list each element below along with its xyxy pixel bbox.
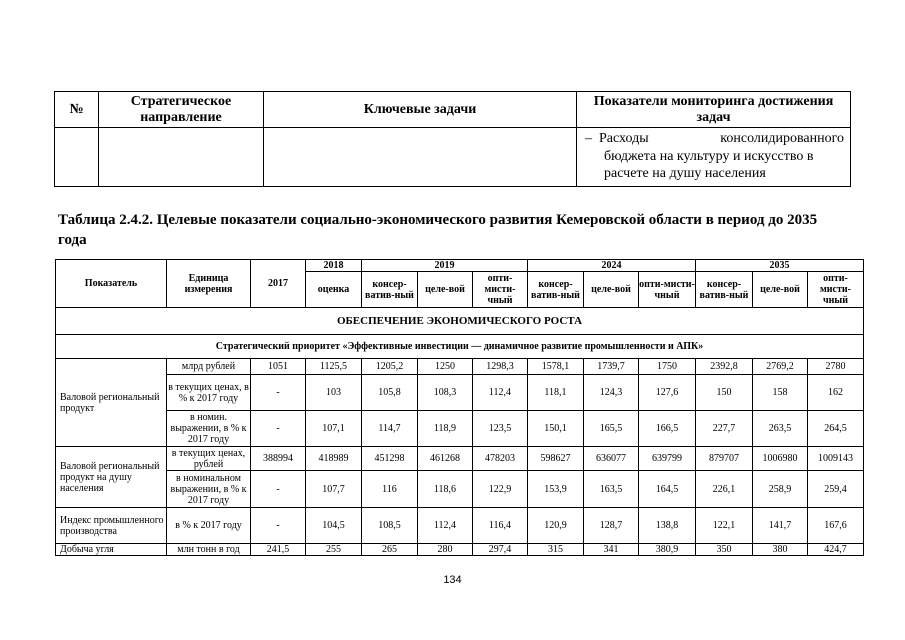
unit-cell: в текущих ценах, в % к 2017 году (167, 375, 251, 411)
section-title: ОБЕСПЕЧЕНИЕ ЭКОНОМИЧЕСКОГО РОСТА (56, 308, 864, 335)
value-cell: 315 (528, 544, 584, 556)
top-table-row (55, 128, 851, 187)
header-2019-target: целе-вой (418, 272, 473, 308)
value-cell: 1578,1 (528, 359, 584, 375)
value-cell: - (251, 375, 306, 411)
header-indicator: Показатель (56, 260, 167, 308)
unit-cell: в номинальном выражении, в % к 2017 году (167, 471, 251, 508)
unit-cell: в номин. выражении, в % к 2017 году (167, 411, 251, 447)
value-cell: 104,5 (306, 508, 362, 544)
value-cell: 158 (753, 375, 808, 411)
header-unit: Единица измерения (167, 260, 251, 308)
header-2035-conservative: консер-ватив-ный (696, 272, 753, 308)
value-cell: 264,5 (808, 411, 864, 447)
top-table-cell-tasks (264, 128, 577, 187)
bullet-line-3: расчете на душу населения (604, 166, 766, 181)
indicators-table (55, 259, 864, 556)
top-table-header-direction: Стратегическое направление (99, 92, 264, 128)
value-cell: 138,8 (639, 508, 696, 544)
value-cell: 118,1 (528, 375, 584, 411)
value-cell: 255 (306, 544, 362, 556)
value-cell: 150,1 (528, 411, 584, 447)
header-2017: 2017 (251, 260, 306, 308)
value-cell: 120,9 (528, 508, 584, 544)
value-cell: 241,5 (251, 544, 306, 556)
header-2024-conservative: консер-ватив-ный (528, 272, 584, 308)
value-cell: 108,5 (362, 508, 418, 544)
value-cell: 1250 (418, 359, 473, 375)
value-cell: 1051 (251, 359, 306, 375)
indicator-cell: Валовой региональный продукт (56, 359, 167, 447)
value-cell: 418989 (306, 447, 362, 471)
value-cell: 153,9 (528, 471, 584, 508)
value-cell: 118,9 (418, 411, 473, 447)
table-row (56, 471, 864, 508)
top-table-header-indicators: Показатели мониторинга достижения задач (577, 92, 851, 128)
value-cell: - (251, 471, 306, 508)
header-2035-optimistic: опти-мисти-чный (808, 272, 864, 308)
value-cell: 1205,2 (362, 359, 418, 375)
value-cell: 112,4 (418, 508, 473, 544)
value-cell: 226,1 (696, 471, 753, 508)
value-cell: 123,5 (473, 411, 528, 447)
value-cell: 258,9 (753, 471, 808, 508)
value-cell: 116,4 (473, 508, 528, 544)
value-cell: 2392,8 (696, 359, 753, 375)
top-table-header-tasks: Ключевые задачи (264, 92, 577, 128)
table-row (56, 359, 864, 375)
bullet-word-1: Расходы (599, 131, 649, 146)
subsection-title: Стратегический приоритет «Эффективные инвестиции — динамичное развитие промышленности и АПК» (56, 335, 864, 359)
value-cell: 150 (696, 375, 753, 411)
value-cell: 424,7 (808, 544, 864, 556)
value-cell: 127,6 (639, 375, 696, 411)
bullet-first-line (585, 130, 844, 148)
value-cell: 388994 (251, 447, 306, 471)
table-row (56, 375, 864, 411)
header-2019: 2019 (362, 260, 528, 272)
value-cell: 116 (362, 471, 418, 508)
value-cell: 1298,3 (473, 359, 528, 375)
unit-cell: млн тонн в год (167, 544, 251, 556)
header-2019-optimistic: опти-мисти-чный (473, 272, 528, 308)
page-number: 134 (443, 574, 462, 586)
value-cell: - (251, 508, 306, 544)
header-2018-estimate: оценка (306, 272, 362, 308)
value-cell: 107,1 (306, 411, 362, 447)
header-row-years (56, 260, 864, 272)
value-cell: 265 (362, 544, 418, 556)
subsection-row (56, 335, 864, 359)
table-row (56, 508, 864, 544)
value-cell: 227,7 (696, 411, 753, 447)
value-cell: 166,5 (639, 411, 696, 447)
value-cell: 2780 (808, 359, 864, 375)
value-cell: 380,9 (639, 544, 696, 556)
value-cell: 103 (306, 375, 362, 411)
indicator-cell: Добыча угля (56, 544, 167, 556)
value-cell: 263,5 (753, 411, 808, 447)
value-cell: 124,3 (584, 375, 639, 411)
bullet-line-2: бюджета на культуру и искусство в (604, 148, 814, 164)
value-cell: 280 (418, 544, 473, 556)
header-2018: 2018 (306, 260, 362, 272)
value-cell: 162 (808, 375, 864, 411)
value-cell: 451298 (362, 447, 418, 471)
table-row (56, 411, 864, 447)
value-cell: 879707 (696, 447, 753, 471)
value-cell: 639799 (639, 447, 696, 471)
value-cell: 341 (584, 544, 639, 556)
unit-cell: в % к 2017 году (167, 508, 251, 544)
value-cell: 128,7 (584, 508, 639, 544)
value-cell: 1009143 (808, 447, 864, 471)
value-cell: 461268 (418, 447, 473, 471)
value-cell: 380 (753, 544, 808, 556)
section-row (56, 308, 864, 335)
table-caption: Таблица 2.4.2. Целевые показатели социально-экономического развития Кемеровской области в период до 2035 года (58, 212, 818, 248)
value-cell: 1006980 (753, 447, 808, 471)
value-cell: 259,4 (808, 471, 864, 508)
value-cell: 1125,5 (306, 359, 362, 375)
value-cell: 636077 (584, 447, 639, 471)
value-cell: 350 (696, 544, 753, 556)
value-cell: 598627 (528, 447, 584, 471)
top-table-cell-direction (99, 128, 264, 187)
top-table (54, 91, 851, 187)
value-cell: 1739,7 (584, 359, 639, 375)
top-table-header-row (55, 92, 851, 128)
header-2024-target: целе-вой (584, 272, 639, 308)
header-2019-conservative: консер-ватив-ный (362, 272, 418, 308)
header-2035: 2035 (696, 260, 864, 272)
indicator-cell: Валовой региональный продукт на душу населения (56, 447, 167, 508)
bullet-word-2: консолидированного (720, 131, 844, 146)
unit-cell: в текущих ценах, рублей (167, 447, 251, 471)
header-2024-optimistic: опти-мисти-чный (639, 272, 696, 308)
value-cell: 165,5 (584, 411, 639, 447)
value-cell: 141,7 (753, 508, 808, 544)
value-cell: 112,4 (473, 375, 528, 411)
value-cell: 164,5 (639, 471, 696, 508)
value-cell: - (251, 411, 306, 447)
table-row (56, 447, 864, 471)
value-cell: 167,6 (808, 508, 864, 544)
value-cell: 2769,2 (753, 359, 808, 375)
value-cell: 108,3 (418, 375, 473, 411)
value-cell: 122,1 (696, 508, 753, 544)
unit-cell: млрд рублей (167, 359, 251, 375)
top-table-cell-indicators (577, 128, 851, 187)
value-cell: 107,7 (306, 471, 362, 508)
table-row (56, 544, 864, 556)
value-cell: 297,4 (473, 544, 528, 556)
value-cell: 114,7 (362, 411, 418, 447)
indicator-cell: Индекс промышленного производства (56, 508, 167, 544)
value-cell: 478203 (473, 447, 528, 471)
top-table-header-number: № (55, 92, 99, 128)
value-cell: 163,5 (584, 471, 639, 508)
value-cell: 118,6 (418, 471, 473, 508)
header-2024: 2024 (528, 260, 696, 272)
top-table-cell-number (55, 128, 99, 187)
value-cell: 122,9 (473, 471, 528, 508)
value-cell: 105,8 (362, 375, 418, 411)
bullet-dash: – (585, 131, 592, 146)
value-cell: 1750 (639, 359, 696, 375)
header-2035-target: целе-вой (753, 272, 808, 308)
